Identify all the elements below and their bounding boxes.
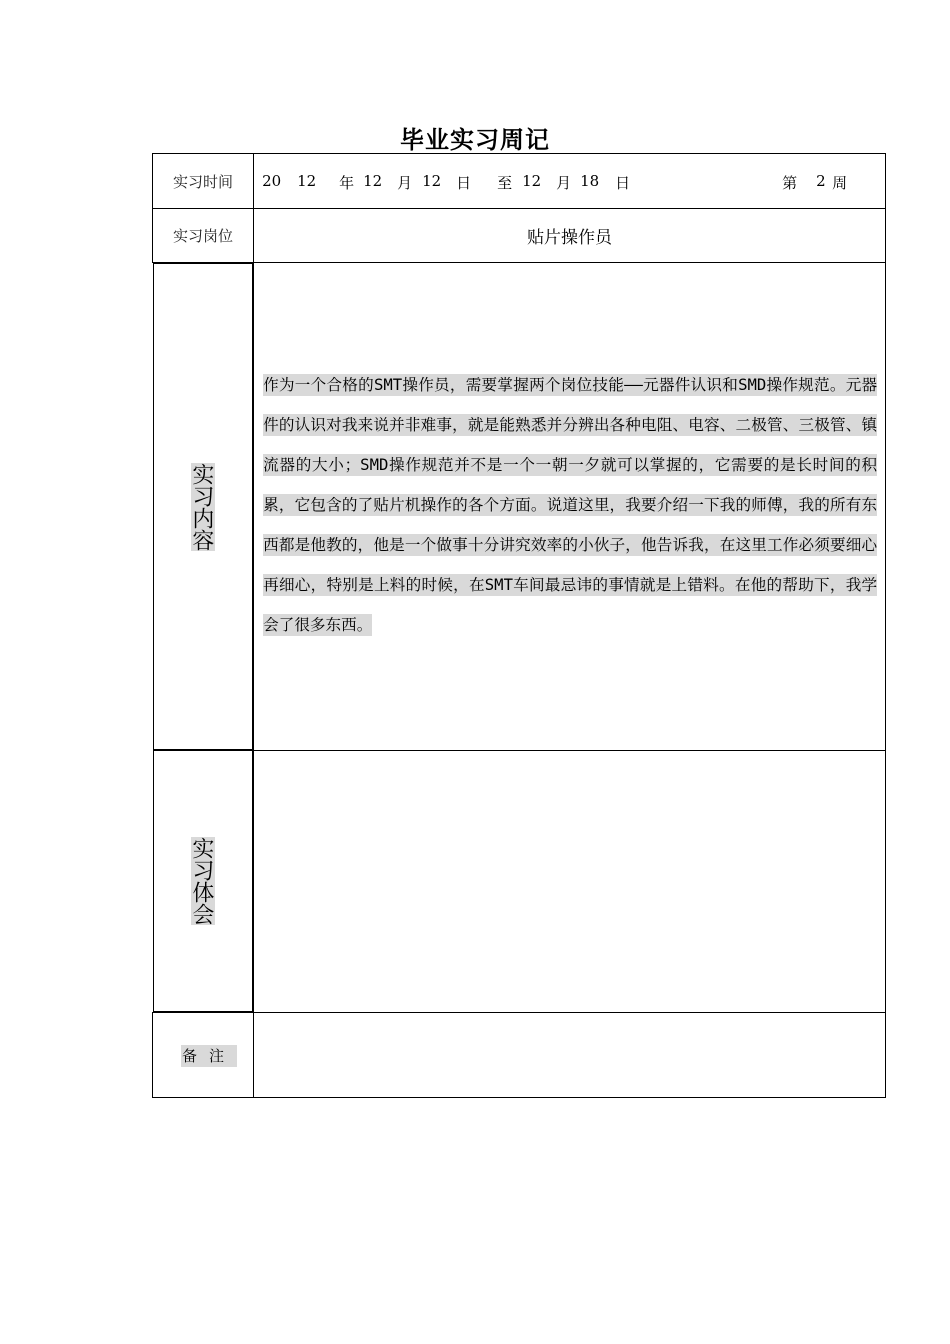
year-suffix: 12 bbox=[297, 172, 317, 190]
label-remarks-cell bbox=[153, 1013, 254, 1098]
label-internship-content-cell bbox=[153, 263, 254, 750]
label-internship-reflection-cell bbox=[153, 750, 254, 1012]
row-internship-post bbox=[153, 209, 886, 263]
value-remarks bbox=[254, 1013, 886, 1098]
day-char-2: 日 bbox=[615, 174, 631, 192]
end-day: 18 bbox=[580, 172, 600, 190]
value-internship-reflection bbox=[254, 750, 886, 1013]
label-internship-time: 实习时间 bbox=[153, 154, 254, 209]
label-internship-content: 实习内容 bbox=[188, 462, 214, 551]
row-internship-reflection bbox=[153, 750, 886, 1013]
to-char: 至 bbox=[497, 174, 513, 192]
row-internship-time bbox=[153, 154, 886, 209]
year-prefix: 20 bbox=[262, 172, 282, 190]
value-internship-post: 贴片操作员 bbox=[254, 209, 886, 263]
week-number: 2 bbox=[816, 172, 826, 190]
week-suffix: 周 bbox=[832, 174, 848, 192]
year-char: 年 bbox=[339, 174, 355, 192]
end-month: 12 bbox=[522, 172, 542, 190]
week-prefix: 第 bbox=[782, 174, 798, 192]
weekly-report-table bbox=[152, 153, 886, 1098]
month-char-1: 月 bbox=[397, 174, 413, 192]
value-internship-time bbox=[254, 154, 886, 209]
value-internship-content bbox=[254, 263, 886, 751]
row-internship-content bbox=[153, 263, 886, 751]
start-day: 12 bbox=[422, 172, 442, 190]
row-remarks bbox=[153, 1013, 886, 1098]
internship-content-text: 作为一个合格的SMT操作员，需要掌握两个岗位技能——元器件认识和SMD操作规范。元器件的认识对我来说并非难事，就是能熟悉并分辨出各种电阻、电容、二极管、三极管、镇流器的大小；SMD操作规范并不是一个一朝一夕就可以掌握的，它需要的是长时间的积累，它包含的了贴片机操作的各个方面。说道这里，我要介绍一下我的师傅，我的所有东西都是他教的，他是一个做事十分讲究效率的小伙子，他告诉我，在这里工作必须要细心再细心，特别是上料的时候，在SMT车间最忌讳的事情就是上错料。在他的帮助下，我学会了很多东西。 bbox=[263, 376, 878, 634]
label-internship-post: 实习岗位 bbox=[153, 209, 254, 263]
label-internship-reflection: 实习体会 bbox=[188, 837, 214, 925]
day-char-1: 日 bbox=[456, 174, 472, 192]
page-title: 毕业实习周记 bbox=[400, 126, 550, 154]
start-month: 12 bbox=[363, 172, 383, 190]
label-remarks: 备注 bbox=[182, 1046, 237, 1065]
month-char-2: 月 bbox=[556, 174, 572, 192]
